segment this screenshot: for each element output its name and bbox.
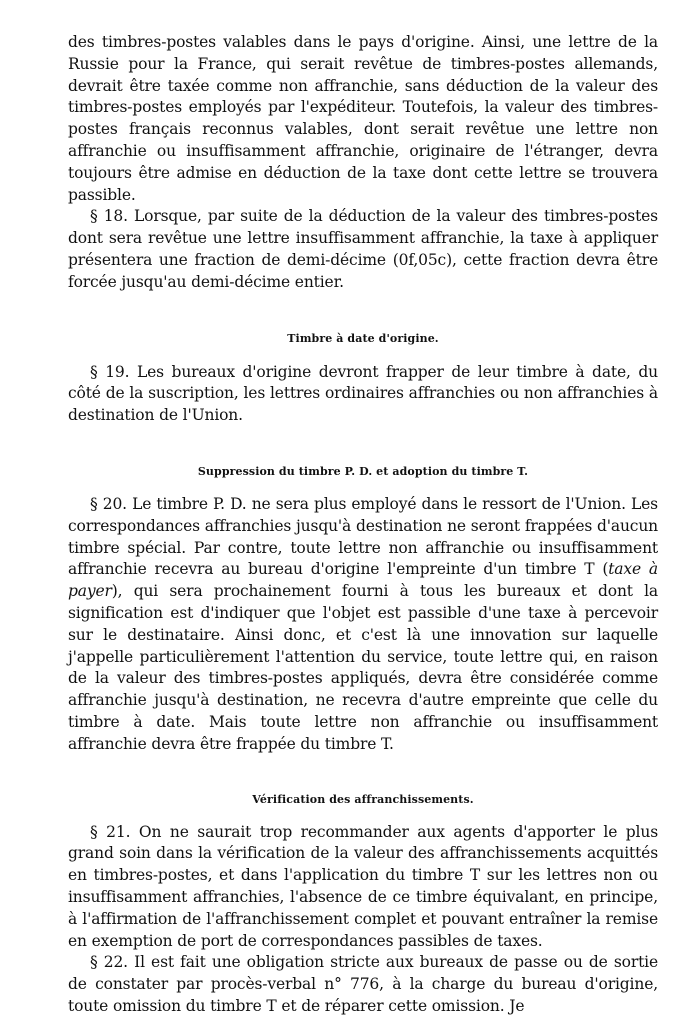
intro-paragraph: des timbres-postes valables dans le pays d'origine. Ainsi, une lettre de la Russie pour la France, qui serait revêtue de timbres-postes allemands, devrait être taxée comme non affranchie, sans déduction de la valeur des timbres-postes employés par l'expéditeur. Toutefois, la valeur des timbres-postes français reconnus valables, dont serait revêtue une lettre non affranchie ou insuffisamment affranchie, originaire de l'étranger, devra toujours être admise en déduction de la taxe dont cette lettre se trouvera passible. <box>68 33 658 204</box>
heading-suppression-timbre: Suppression du timbre P. D. et adoption du timbre T. <box>197 464 529 478</box>
heading-timbre-date: Timbre à date d'origine. <box>287 331 439 345</box>
heading-verification: Vérification des affranchissements. <box>252 792 474 806</box>
paragraph-22: § 22. Il est fait une obligation stricte aux bureaux de passe ou de sortie de constater par procès-verbal n° 776, à la charge du bureau d'origine, toute omission du timbre T et de réparer cette omission. Je <box>68 953 658 1015</box>
paragraph-20-part-b: ), qui sera prochainement fourni à tous les bureaux et dont la signification est d'indiquer que l'objet est passible d'une taxe à percevoir sur le destinataire. Ainsi donc, et c'est là une innovation sur laquelle j'appelle particulièrement l'attention du service, toute lettre qui, en raison de la valeur des timbres-postes appliqués, devra être considérée comme affranchie jusqu'à destination, ne recevra d'autre empreinte que celle du timbre à date. Mais toute lettre non affranchie ou insuffisamment affranchie devra être frappée du timbre T. <box>68 582 658 753</box>
paragraph-18: § 18. Lorsque, par suite de la déduction de la valeur des timbres-postes dont sera revêtue une lettre insuffisamment affranchie, la taxe à appliquer présentera une fraction de demi-décime (0f,05c), cette fraction devra être forcée jusqu'au demi-décime entier. <box>68 207 658 291</box>
document-page <box>68 32 658 1018</box>
paragraph-19: § 19. Les bureaux d'origine devront frapper de leur timbre à date, du côté de la suscription, les lettres ordinaires affranchies ou non affranchies à destination de l'Union. <box>68 362 658 425</box>
paragraph-21: § 21. On ne saurait trop recommander aux agents d'apporter le plus grand soin dans la vérification de la valeur des affranchissements acquittés en timbres-postes, et dans l'application du timbre T sur les lettres non ou insuffisamment affranchies, l'absence de ce timbre équivalant, en principe, à l'affirmation de l'affranchissement complet et pouvant entraîner la remise en exemption de port de correspondances passibles de taxes. <box>68 822 658 950</box>
paragraph-20-part-a: § 20. Le timbre P. D. ne sera plus employé dans le ressort de l'Union. Les correspondances affranchies jusqu'à destination ne seront frappées d'aucun timbre spécial. Par contre, toute lettre non affranchie ou insuffisamment affranchie recevra au bureau d'origine l'empreinte d'un timbre T ( <box>68 494 658 579</box>
paragraph-20-emphasis: taxe à payer <box>68 560 658 601</box>
paragraph-20 <box>68 494 658 756</box>
